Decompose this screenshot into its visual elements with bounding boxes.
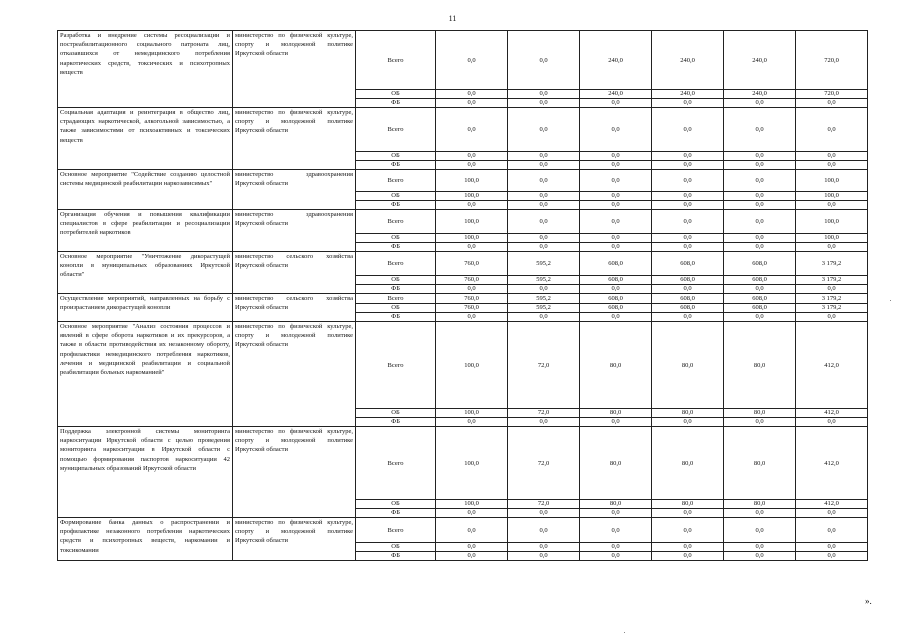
amount-cell: 0,0 (724, 234, 796, 243)
amount-cell: 0,0 (580, 192, 652, 201)
funding-source-cell: ФБ (356, 552, 436, 561)
amount-cell: 608,0 (724, 276, 796, 285)
funding-source-cell: ФБ (356, 99, 436, 108)
amount-cell: 0,0 (580, 108, 652, 152)
amount-cell: 0,0 (436, 243, 508, 252)
amount-cell: 0,0 (652, 285, 724, 294)
table-row (58, 427, 868, 500)
amount-cell: 0,0 (580, 99, 652, 108)
funding-table (57, 30, 868, 561)
amount-cell: 0,0 (580, 243, 652, 252)
amount-cell: 72,0 (508, 500, 580, 509)
funding-source-cell: ФБ (356, 418, 436, 427)
activity-cell: Социальная адаптация и реинтеграция в общество лиц, страдающих наркотической, алкогольной зависимостью, а также зависимостями от психоактивных и токсических веществ (58, 108, 233, 170)
amount-cell: 0,0 (652, 161, 724, 170)
funding-source-cell: ФБ (356, 161, 436, 170)
amount-cell: 0,0 (580, 201, 652, 210)
amount-cell: 100,0 (436, 170, 508, 192)
amount-cell: 100,0 (436, 427, 508, 500)
scan-speck (624, 632, 625, 633)
amount-cell: 0,0 (652, 313, 724, 322)
amount-cell: 72,0 (508, 409, 580, 418)
amount-cell: 0,0 (724, 285, 796, 294)
amount-cell: 0,0 (508, 243, 580, 252)
funding-source-cell: ОБ (356, 90, 436, 99)
amount-cell: 608,0 (580, 276, 652, 285)
amount-cell: 760,0 (436, 294, 508, 304)
amount-cell: 0,0 (436, 518, 508, 543)
amount-cell: 720,0 (796, 90, 868, 99)
funding-source-cell: Всего (356, 294, 436, 304)
amount-cell: 0,0 (508, 90, 580, 99)
amount-cell: 0,0 (724, 518, 796, 543)
amount-cell: 0,0 (580, 152, 652, 161)
amount-cell: 0,0 (580, 210, 652, 234)
amount-cell: 0,0 (436, 31, 508, 90)
amount-cell: 0,0 (724, 170, 796, 192)
amount-cell: 0,0 (508, 285, 580, 294)
amount-cell: 0,0 (508, 313, 580, 322)
table-row (58, 294, 868, 304)
amount-cell: 0,0 (436, 509, 508, 518)
amount-cell: 0,0 (724, 313, 796, 322)
amount-cell: 80,0 (580, 322, 652, 409)
amount-cell: 100,0 (436, 192, 508, 201)
amount-cell: 0,0 (508, 99, 580, 108)
amount-cell: 72,0 (508, 427, 580, 500)
amount-cell: 0,0 (724, 418, 796, 427)
executor-cell: министерство сельского хозяйства Иркутской области (233, 294, 356, 322)
activity-cell: Поддержка электронной системы мониторинга наркоситуации Иркутской области с целью проведения мониторинга наркоситуации в Иркутской области с помощью формирования паспортов наркоситуации 42 муниципальных образований Иркутской области (58, 427, 233, 518)
amount-cell: 80,0 (580, 409, 652, 418)
funding-source-cell: Всего (356, 322, 436, 409)
executor-cell: министерство по физической культуре, спорту и молодежной политике Иркутской области (233, 322, 356, 427)
activity-cell: Организация обучения и повышения квалификации специалистов в сфере реабилитации и ресоциализации потребителей наркотиков (58, 210, 233, 252)
amount-cell: 0,0 (508, 161, 580, 170)
amount-cell: 100,0 (436, 500, 508, 509)
amount-cell: 0,0 (724, 192, 796, 201)
amount-cell: 608,0 (652, 304, 724, 313)
executor-cell: министерство по физической культуре, спорту и молодежной политике Иркутской области (233, 518, 356, 561)
amount-cell: 0,0 (724, 243, 796, 252)
amount-cell: 608,0 (652, 276, 724, 285)
table-row (58, 252, 868, 276)
amount-cell: 608,0 (724, 304, 796, 313)
amount-cell: 100,0 (436, 210, 508, 234)
amount-cell: 0,0 (436, 108, 508, 152)
amount-cell: 0,0 (436, 90, 508, 99)
amount-cell: 0,0 (724, 152, 796, 161)
amount-cell: 608,0 (724, 294, 796, 304)
funding-source-cell: ОБ (356, 543, 436, 552)
amount-cell: 0,0 (436, 152, 508, 161)
amount-cell: 608,0 (580, 294, 652, 304)
amount-cell: 0,0 (652, 170, 724, 192)
amount-cell: 0,0 (796, 313, 868, 322)
funding-source-cell: ОБ (356, 192, 436, 201)
amount-cell: 0,0 (436, 418, 508, 427)
amount-cell: 0,0 (652, 108, 724, 152)
executor-cell: министерство по физической культуре, спорту и молодежной политике Иркутской области (233, 31, 356, 108)
amount-cell: 240,0 (652, 90, 724, 99)
amount-cell: 0,0 (652, 243, 724, 252)
activity-cell: Разработка и внедрение системы ресоциализации и постреабилитационного социального патроната лиц, отказавшихся от немедицинского потребления наркотических средств, токсических и психотропных веществ (58, 31, 233, 108)
amount-cell: 0,0 (508, 170, 580, 192)
funding-source-cell: Всего (356, 518, 436, 543)
executor-cell: министерство по физической культуре, спорту и молодежной политике Иркутской области (233, 108, 356, 170)
amount-cell: 100,0 (796, 210, 868, 234)
amount-cell: 760,0 (436, 276, 508, 285)
amount-cell: 0,0 (652, 234, 724, 243)
amount-cell: 80,0 (724, 427, 796, 500)
funding-source-cell: ФБ (356, 313, 436, 322)
funding-source-cell: ОБ (356, 276, 436, 285)
executor-cell: министерство здравоохранения Иркутской области (233, 210, 356, 252)
amount-cell: 0,0 (580, 313, 652, 322)
funding-source-cell: ОБ (356, 304, 436, 313)
amount-cell: 100,0 (436, 322, 508, 409)
amount-cell: 760,0 (436, 252, 508, 276)
amount-cell: 0,0 (652, 543, 724, 552)
funding-source-cell: Всего (356, 252, 436, 276)
amount-cell: 80,0 (724, 409, 796, 418)
amount-cell: 0,0 (652, 418, 724, 427)
amount-cell: 0,0 (580, 509, 652, 518)
amount-cell: 100,0 (796, 192, 868, 201)
executor-cell: министерство здравоохранения Иркутской области (233, 170, 356, 210)
amount-cell: 240,0 (724, 31, 796, 90)
amount-cell: 0,0 (508, 234, 580, 243)
table-row (58, 322, 868, 409)
amount-cell: 80,0 (724, 322, 796, 409)
funding-source-cell: Всего (356, 170, 436, 192)
amount-cell: 720,0 (796, 31, 868, 90)
funding-source-cell: ОБ (356, 152, 436, 161)
amount-cell: 80,0 (724, 500, 796, 509)
amount-cell: 0,0 (508, 543, 580, 552)
amount-cell: 0,0 (796, 152, 868, 161)
amount-cell: 0,0 (508, 518, 580, 543)
amount-cell: 0,0 (508, 509, 580, 518)
amount-cell: 0,0 (796, 285, 868, 294)
funding-source-cell: ФБ (356, 509, 436, 518)
amount-cell: 100,0 (796, 234, 868, 243)
amount-cell: 100,0 (436, 409, 508, 418)
amount-cell: 100,0 (436, 234, 508, 243)
funding-source-cell: ОБ (356, 234, 436, 243)
amount-cell: 608,0 (580, 252, 652, 276)
amount-cell: 0,0 (652, 509, 724, 518)
amount-cell: 80,0 (652, 409, 724, 418)
funding-source-cell: Всего (356, 427, 436, 500)
amount-cell: 0,0 (652, 201, 724, 210)
page-number: 11 (448, 14, 457, 23)
amount-cell: 0,0 (580, 543, 652, 552)
amount-cell: 240,0 (652, 31, 724, 90)
amount-cell: 240,0 (580, 31, 652, 90)
amount-cell: 0,0 (508, 31, 580, 90)
amount-cell: 0,0 (724, 99, 796, 108)
closing-quote: ». (865, 596, 872, 606)
table-row (58, 210, 868, 234)
amount-cell: 0,0 (436, 99, 508, 108)
amount-cell: 0,0 (580, 161, 652, 170)
amount-cell: 0,0 (796, 418, 868, 427)
amount-cell: 412,0 (796, 409, 868, 418)
amount-cell: 0,0 (580, 285, 652, 294)
amount-cell: 0,0 (580, 518, 652, 543)
amount-cell: 760,0 (436, 304, 508, 313)
amount-cell: 0,0 (724, 161, 796, 170)
amount-cell: 80,0 (652, 427, 724, 500)
amount-cell: 412,0 (796, 427, 868, 500)
amount-cell: 3 179,2 (796, 252, 868, 276)
amount-cell: 0,0 (724, 201, 796, 210)
funding-source-cell: ФБ (356, 285, 436, 294)
amount-cell: 3 179,2 (796, 294, 868, 304)
amount-cell: 0,0 (436, 161, 508, 170)
amount-cell: 0,0 (652, 99, 724, 108)
amount-cell: 0,0 (652, 518, 724, 543)
amount-cell: 0,0 (436, 543, 508, 552)
amount-cell: 608,0 (652, 294, 724, 304)
funding-source-cell: ФБ (356, 201, 436, 210)
table-row (58, 170, 868, 192)
table-row (58, 518, 868, 543)
amount-cell: 0,0 (724, 543, 796, 552)
amount-cell: 0,0 (436, 201, 508, 210)
amount-cell: 595,2 (508, 276, 580, 285)
amount-cell: 595,2 (508, 304, 580, 313)
amount-cell: 608,0 (724, 252, 796, 276)
amount-cell: 608,0 (580, 304, 652, 313)
amount-cell: 0,0 (508, 210, 580, 234)
amount-cell: 80,0 (580, 500, 652, 509)
amount-cell: 0,0 (796, 201, 868, 210)
amount-cell: 0,0 (508, 108, 580, 152)
funding-source-cell: Всего (356, 108, 436, 152)
amount-cell: 0,0 (796, 243, 868, 252)
amount-cell: 80,0 (652, 500, 724, 509)
table-row (58, 31, 868, 90)
amount-cell: 0,0 (508, 152, 580, 161)
amount-cell: 3 179,2 (796, 304, 868, 313)
amount-cell: 0,0 (724, 210, 796, 234)
activity-cell: Осуществление мероприятий, направленных на борьбу с произрастанием дикорастущей конопли (58, 294, 233, 322)
amount-cell: 0,0 (508, 552, 580, 561)
activity-cell: Основное мероприятие "Уничтожение дикорастущей конопли в муниципальных образованиях Иркутской области" (58, 252, 233, 294)
amount-cell: 0,0 (436, 552, 508, 561)
amount-cell: 0,0 (652, 152, 724, 161)
amount-cell: 0,0 (796, 552, 868, 561)
amount-cell: 0,0 (580, 170, 652, 192)
amount-cell: 72,0 (508, 322, 580, 409)
amount-cell: 412,0 (796, 322, 868, 409)
funding-source-cell: ОБ (356, 409, 436, 418)
amount-cell: 0,0 (796, 518, 868, 543)
activity-cell: Основное мероприятие "Анализ состояния процессов и явлений в сфере оборота наркотиков и их прекурсоров, а также в области противодействия их незаконному обороту, профилактики немедицинского потребления наркотиков, лечения и медицинской реабилитации и социальной реабилитации больных наркоманией" (58, 322, 233, 427)
amount-cell: 0,0 (580, 552, 652, 561)
amount-cell: 595,2 (508, 294, 580, 304)
amount-cell: 0,0 (724, 509, 796, 518)
funding-source-cell: ОБ (356, 500, 436, 509)
amount-cell: 80,0 (652, 322, 724, 409)
amount-cell: 0,0 (580, 234, 652, 243)
amount-cell: 412,0 (796, 500, 868, 509)
amount-cell: 0,0 (580, 418, 652, 427)
amount-cell: 0,0 (796, 108, 868, 152)
funding-source-cell: Всего (356, 210, 436, 234)
amount-cell: 0,0 (796, 509, 868, 518)
amount-cell: 3 179,2 (796, 276, 868, 285)
amount-cell: 80,0 (580, 427, 652, 500)
activity-cell: Формирование банка данных о распространении и профилактике незаконного потребления наркотических средств и психотропных веществ, наркомании и токсикомании (58, 518, 233, 561)
amount-cell: 0,0 (652, 552, 724, 561)
scan-speck (890, 300, 891, 301)
amount-cell: 0,0 (436, 313, 508, 322)
amount-cell: 595,2 (508, 252, 580, 276)
amount-cell: 608,0 (652, 252, 724, 276)
amount-cell: 0,0 (796, 543, 868, 552)
funding-source-cell: ФБ (356, 243, 436, 252)
amount-cell: 0,0 (508, 192, 580, 201)
amount-cell: 240,0 (580, 90, 652, 99)
amount-cell: 0,0 (796, 99, 868, 108)
amount-cell: 240,0 (724, 90, 796, 99)
amount-cell: 100,0 (796, 170, 868, 192)
activity-cell: Основное мероприятие "Содействие созданию целостной системы медицинской реабилитации наркозависимых" (58, 170, 233, 210)
amount-cell: 0,0 (652, 192, 724, 201)
amount-cell: 0,0 (724, 552, 796, 561)
amount-cell: 0,0 (652, 210, 724, 234)
executor-cell: министерство сельского хозяйства Иркутской области (233, 252, 356, 294)
amount-cell: 0,0 (508, 418, 580, 427)
amount-cell: 0,0 (508, 201, 580, 210)
amount-cell: 0,0 (796, 161, 868, 170)
funding-source-cell: Всего (356, 31, 436, 90)
amount-cell: 0,0 (436, 285, 508, 294)
amount-cell: 0,0 (724, 108, 796, 152)
executor-cell: министерство по физической культуре, спорту и молодежной политике Иркутской области (233, 427, 356, 518)
table-row (58, 108, 868, 152)
